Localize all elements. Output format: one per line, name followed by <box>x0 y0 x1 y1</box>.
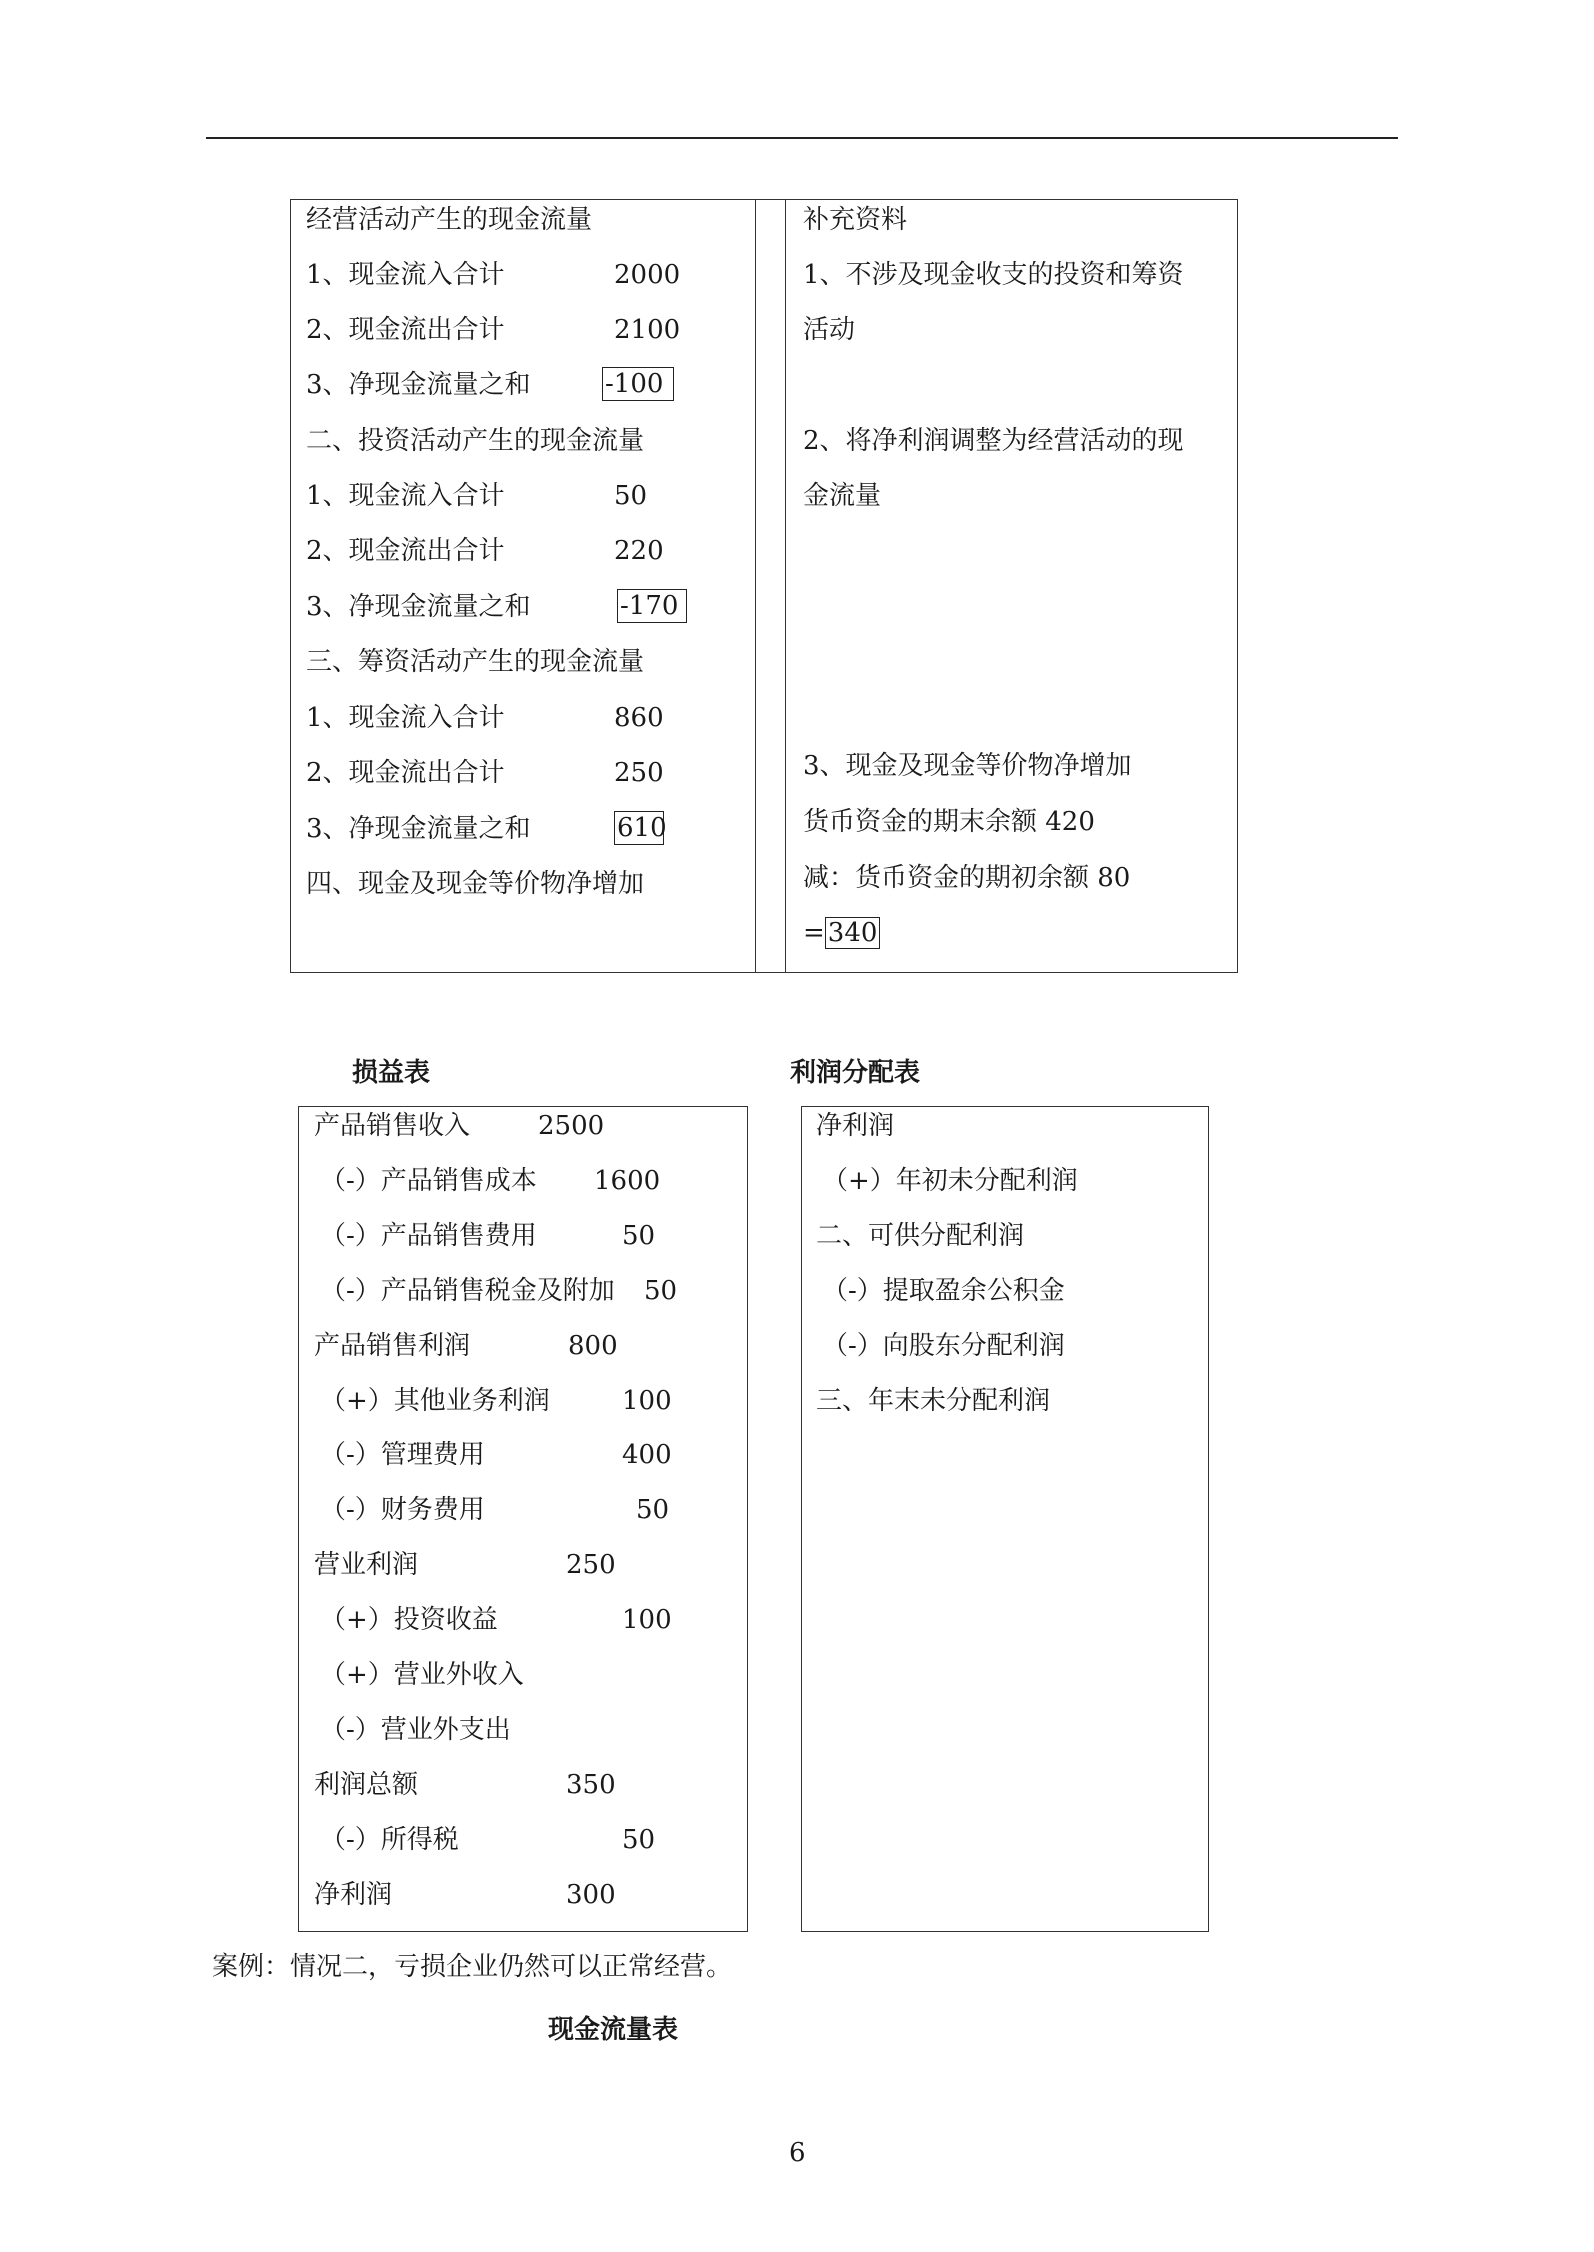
investing-inflow-value: 50 <box>614 481 648 511</box>
income-row-label: （-）管理费用 <box>320 1440 485 1471</box>
distribution-row: （+）年初未分配利润 <box>822 1165 1078 1196</box>
income-row-value: 2500 <box>538 1111 605 1141</box>
supplement-item1-line2: 活动 <box>803 315 856 345</box>
income-row-label: （-）营业外支出 <box>320 1714 511 1745</box>
operating-inflow-label: 1、现金流入合计 <box>306 260 505 290</box>
financing-outflow-label: 2、现金流出合计 <box>306 758 505 788</box>
supplement-item3-line3: 减：货币资金的期初余额 80 <box>803 863 1131 893</box>
supplement-heading: 补充资料 <box>803 205 908 235</box>
income-row-value: 250 <box>566 1550 616 1581</box>
income-row-label: 产品销售利润 <box>314 1330 471 1361</box>
operating-net-label: 3、净现金流量之和 <box>306 370 531 400</box>
income-row-value: 50 <box>644 1275 678 1306</box>
supplement-result <box>803 917 880 949</box>
operating-heading: 经营活动产生的现金流量 <box>306 205 593 235</box>
next-table-title: 现金流量表 <box>548 2015 679 2045</box>
income-row-label: （+）营业外收入 <box>320 1660 524 1690</box>
income-row-value: 400 <box>622 1440 672 1471</box>
income-row-value: 350 <box>566 1769 616 1800</box>
income-row-label: （-）财务费用 <box>320 1495 485 1526</box>
income-row-value: 100 <box>622 1605 672 1636</box>
result-prefix: = <box>803 918 825 948</box>
supplement-item3-line2: 货币资金的期末余额 420 <box>803 807 1095 837</box>
income-row-label: 营业利润 <box>314 1550 419 1581</box>
financing-inflow-value: 860 <box>614 703 664 733</box>
operating-outflow-value: 2100 <box>614 315 681 345</box>
income-row-label: （+）其他业务利润 <box>320 1385 550 1416</box>
distribution-row: （-）向股东分配利润 <box>822 1330 1065 1361</box>
operating-net-value: -100 <box>602 367 674 401</box>
income-row-value: 50 <box>622 1824 656 1855</box>
income-row-value: 50 <box>636 1495 670 1526</box>
income-row-value: 100 <box>622 1385 672 1416</box>
investing-heading: 二、投资活动产生的现金流量 <box>306 426 645 456</box>
distribution-row: 二、可供分配利润 <box>816 1220 1025 1251</box>
income-row-label: （-）产品销售税金及附加 <box>320 1275 615 1306</box>
operating-inflow-value: 2000 <box>614 260 681 290</box>
distribution-row: 净利润 <box>816 1111 895 1141</box>
financing-heading: 三、筹资活动产生的现金流量 <box>306 647 645 677</box>
investing-net-label: 3、净现金流量之和 <box>306 592 531 622</box>
column-divider-right <box>785 199 786 973</box>
income-row-value: 50 <box>622 1220 656 1251</box>
supplement-item1-line1: 1、不涉及现金收支的投资和筹资 <box>803 260 1184 290</box>
header-rule <box>206 137 1398 139</box>
investing-outflow-label: 2、现金流出合计 <box>306 536 505 566</box>
investing-net-value: -170 <box>617 589 687 623</box>
income-row-label: 利润总额 <box>314 1769 419 1800</box>
operating-outflow-label: 2、现金流出合计 <box>306 315 505 345</box>
income-row-label: （-）所得税 <box>320 1824 459 1855</box>
supplement-item3-line1: 3、现金及现金等价物净增加 <box>803 751 1132 781</box>
income-row-label: 净利润 <box>314 1879 393 1910</box>
financing-net-value: 610 <box>614 811 664 845</box>
income-row-label: 产品销售收入 <box>314 1111 471 1141</box>
investing-inflow-label: 1、现金流入合计 <box>306 481 505 511</box>
result-value: 340 <box>825 917 881 949</box>
income-row-label: （-）产品销售费用 <box>320 1220 537 1251</box>
page-number: 6 <box>789 2138 806 2168</box>
investing-outflow-value: 220 <box>614 536 664 566</box>
case-text: 案例：情况二，亏损企业仍然可以正常经营。 <box>212 1952 733 1982</box>
financing-outflow-value: 250 <box>614 758 664 788</box>
financing-inflow-label: 1、现金流入合计 <box>306 703 505 733</box>
financing-net-label: 3、净现金流量之和 <box>306 814 531 844</box>
income-row-value: 300 <box>566 1879 616 1910</box>
total-heading: 四、现金及现金等价物净增加 <box>306 869 645 899</box>
distribution-row: 三、年末未分配利润 <box>816 1385 1051 1416</box>
profit-distribution-title: 利润分配表 <box>790 1058 921 1088</box>
column-divider-left <box>755 199 756 973</box>
income-statement-title: 损益表 <box>352 1058 431 1088</box>
income-row-value: 1600 <box>594 1165 661 1196</box>
supplement-item2-line1: 2、将净利润调整为经营活动的现 <box>803 426 1184 456</box>
income-row-label: （-）产品销售成本 <box>320 1165 537 1196</box>
income-row-value: 800 <box>568 1330 618 1361</box>
supplement-item2-line2: 金流量 <box>803 481 882 511</box>
income-row-label: （+）投资收益 <box>320 1605 498 1636</box>
distribution-row: （-）提取盈余公积金 <box>822 1275 1065 1306</box>
